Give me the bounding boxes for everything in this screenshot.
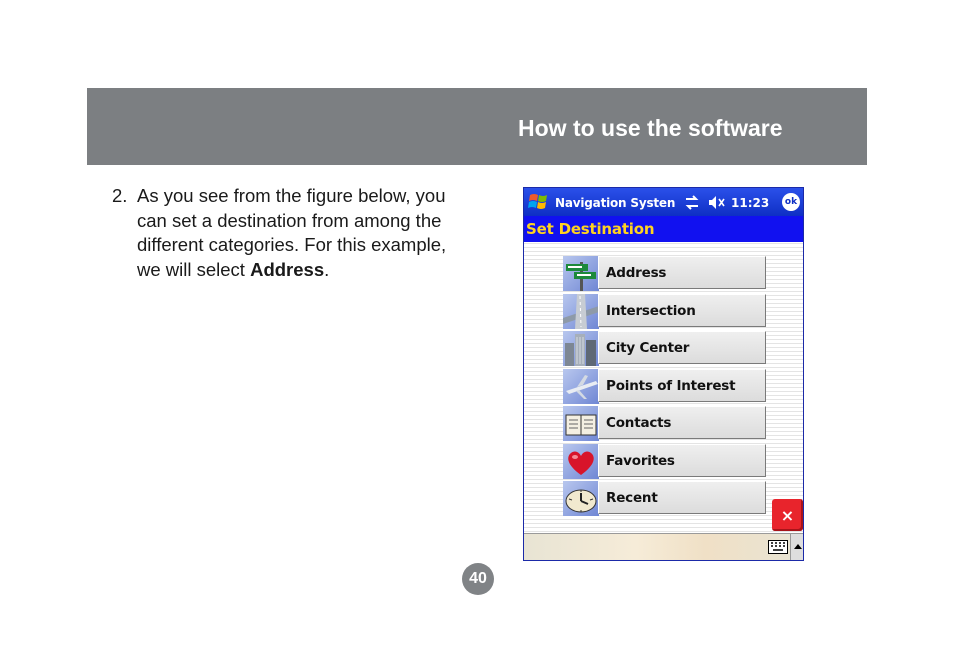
clock-icon bbox=[563, 481, 599, 516]
intersection-icon bbox=[563, 294, 599, 329]
menu-label: Contacts bbox=[598, 406, 766, 439]
input-panel-bar bbox=[524, 533, 803, 561]
step-number: 2. bbox=[112, 185, 128, 206]
screen-heading-text: Set Destination bbox=[526, 220, 655, 238]
menu-label: Recent bbox=[598, 481, 766, 514]
sip-arrow-icon[interactable] bbox=[790, 534, 804, 561]
step-text: As you see from the figure below, you can set a destination from among the different categories. For this example, we will select Address. bbox=[137, 185, 447, 280]
step-highlight: Address bbox=[250, 258, 325, 280]
heart-icon bbox=[563, 444, 599, 479]
instruction-step bbox=[112, 184, 462, 282]
airplane-icon bbox=[563, 369, 599, 404]
menu-item-contacts[interactable] bbox=[563, 406, 768, 441]
page-title: How to use the software bbox=[518, 115, 783, 141]
clock[interactable]: 11:23 bbox=[731, 196, 770, 210]
ok-button[interactable]: ok bbox=[782, 193, 800, 211]
menu-item-intersection[interactable] bbox=[563, 294, 768, 329]
menu-item-address[interactable] bbox=[563, 256, 768, 291]
menu-label: Address bbox=[598, 256, 766, 289]
address-book-icon bbox=[563, 406, 599, 441]
close-button[interactable]: × bbox=[772, 499, 803, 531]
page-number: 40 bbox=[462, 563, 494, 595]
header-band bbox=[87, 88, 867, 165]
screen-heading bbox=[524, 216, 803, 242]
menu-item-city-center[interactable] bbox=[563, 331, 768, 366]
taskbar bbox=[524, 188, 803, 216]
menu-label: Favorites bbox=[598, 444, 766, 477]
connectivity-icon[interactable] bbox=[684, 195, 700, 210]
street-sign-icon bbox=[563, 256, 599, 291]
menu-item-points-of-interest[interactable] bbox=[563, 369, 768, 404]
city-buildings-icon bbox=[563, 331, 599, 366]
pocketpc-screen bbox=[523, 187, 804, 561]
speaker-muted-icon[interactable] bbox=[708, 195, 726, 210]
windows-start-icon[interactable] bbox=[528, 192, 549, 212]
menu-label: City Center bbox=[598, 331, 766, 364]
app-title: Navigation Systen bbox=[555, 196, 676, 210]
menu-label: Points of Interest bbox=[598, 369, 766, 402]
menu-label: Intersection bbox=[598, 294, 766, 327]
menu-item-recent[interactable] bbox=[563, 481, 768, 516]
keyboard-icon[interactable] bbox=[768, 540, 788, 554]
menu-item-favorites[interactable] bbox=[563, 444, 768, 479]
